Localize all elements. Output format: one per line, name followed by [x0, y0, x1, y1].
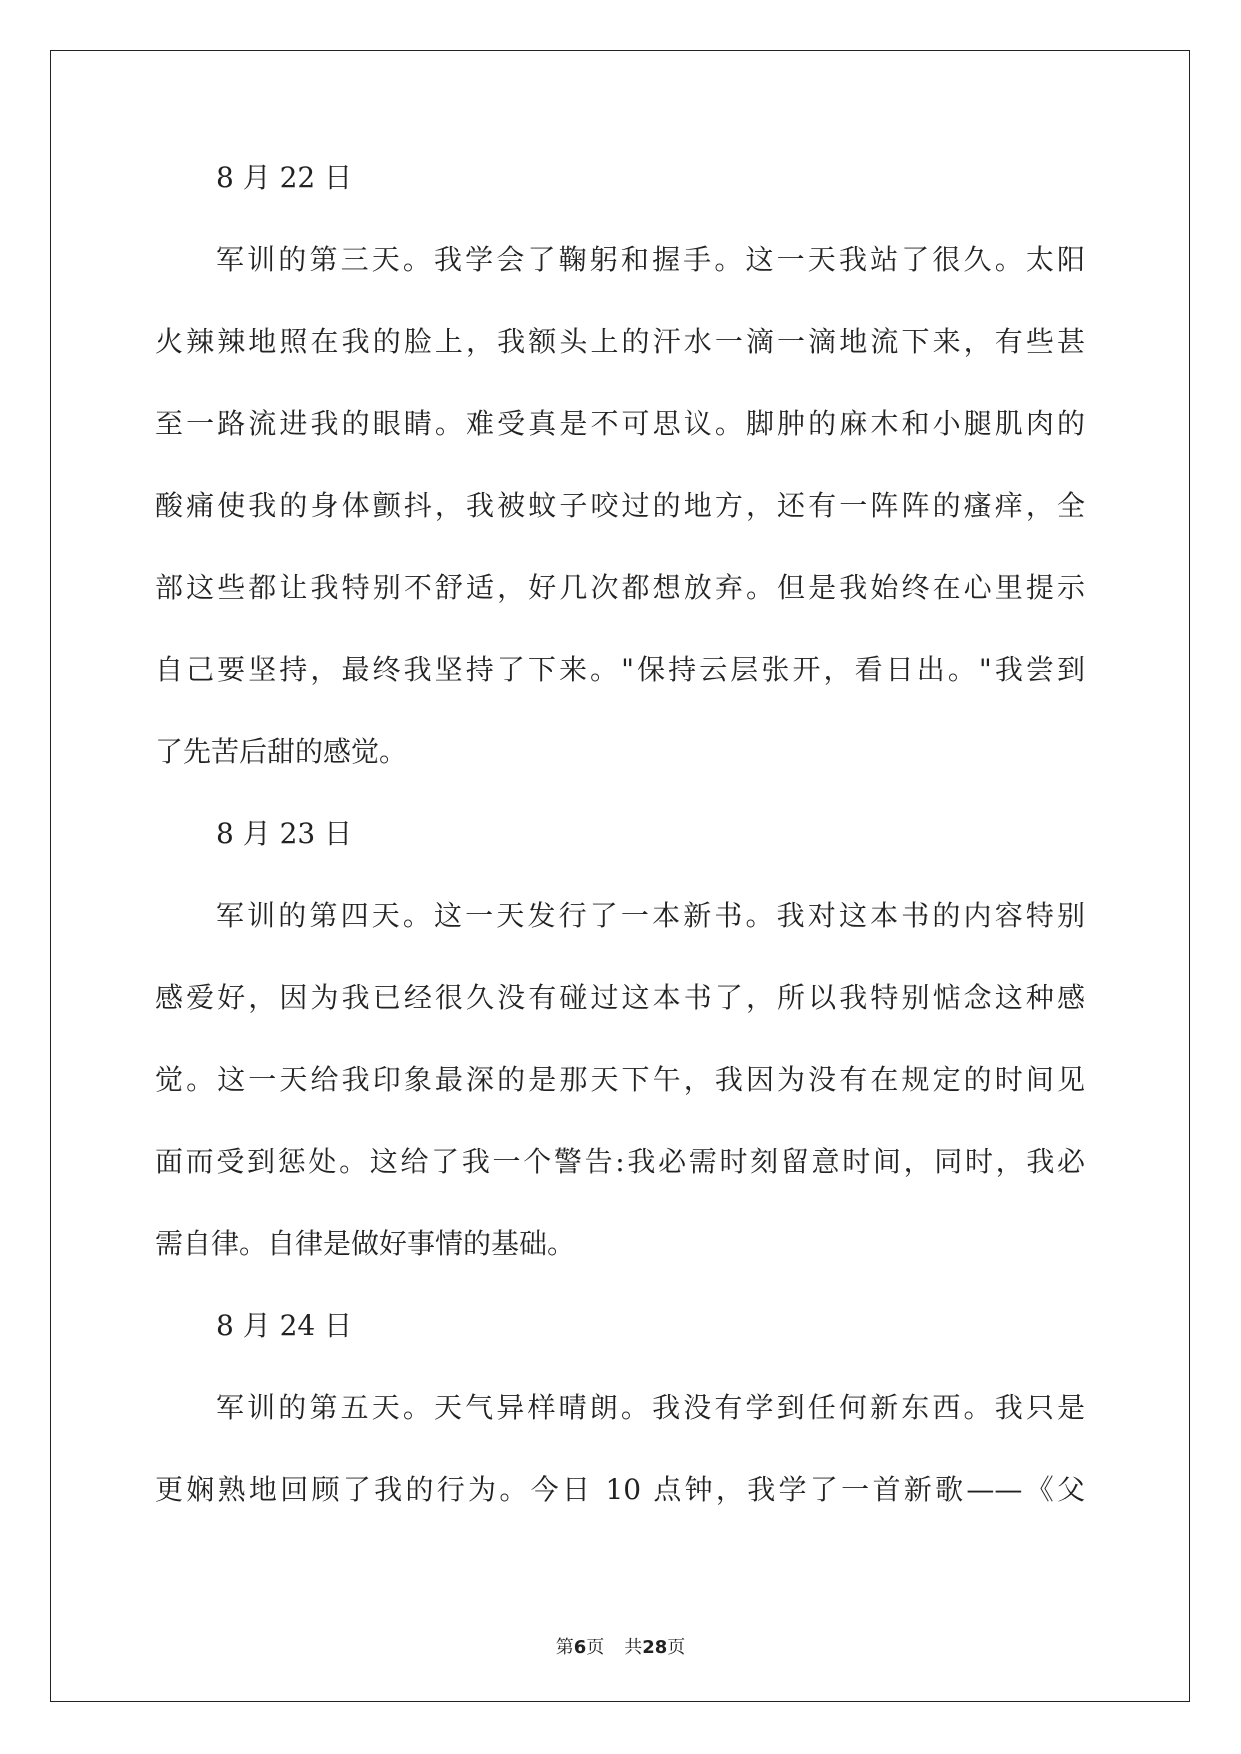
paragraph-line: 火辣辣地照在我的脸上，我额头上的汗水一滴一滴地流下来，有些甚 — [155, 325, 1085, 358]
entry-date: 8 月 23 日 — [216, 817, 353, 850]
page-number: 6 — [573, 1637, 587, 1658]
entry-date: 8 月 24 日 — [216, 1309, 353, 1342]
page-prefix: 第 — [555, 1637, 574, 1658]
total-suffix: 页 — [667, 1637, 686, 1658]
paragraph-line: 面而受到惩处。这给了我一个警告:我必需时刻留意时间，同时，我必 — [155, 1145, 1085, 1178]
page-footer — [0, 1633, 1241, 1659]
paragraph-line: 自己要坚持，最终我坚持了下来。"保持云层张开，看日出。"我尝到 — [155, 653, 1085, 686]
page-suffix: 页 — [586, 1637, 605, 1658]
entry-date: 8 月 22 日 — [216, 161, 353, 194]
paragraph-line: 需自律。自律是做好事情的基础。 — [155, 1227, 576, 1260]
total-pages: 28 — [642, 1637, 668, 1658]
paragraph-line: 感爱好，因为我已经很久没有碰过这本书了，所以我特别惦念这种感 — [155, 981, 1085, 1014]
paragraph-line: 酸痛使我的身体颤抖，我被蚊子咬过的地方，还有一阵阵的瘙痒，全 — [155, 489, 1085, 522]
paragraph-line: 军训的第三天。我学会了鞠躬和握手。这一天我站了很久。太阳 — [216, 243, 1085, 276]
total-prefix: 共 — [624, 1637, 643, 1658]
paragraph — [155, 245, 1085, 819]
paragraph-line: 至一路流进我的眼睛。难受真是不可思议。脚肿的麻木和小腿肌肉的 — [155, 407, 1085, 440]
paragraph — [155, 1393, 1085, 1557]
document-body — [155, 163, 1085, 1557]
paragraph — [155, 901, 1085, 1311]
paragraph-line: 部这些都让我特别不舒适，好几次都想放弃。但是我始终在心里提示 — [155, 571, 1085, 604]
paragraph-line: 觉。这一天给我印象最深的是那天下午，我因为没有在规定的时间见 — [155, 1063, 1085, 1096]
paragraph-line: 了先苦后甜的感觉。 — [155, 735, 408, 768]
paragraph-line: 军训的第四天。这一天发行了一本新书。我对这本书的内容特别 — [216, 899, 1085, 932]
paragraph-line: 军训的第五天。天气异样晴朗。我没有学到任何新东西。我只是 — [216, 1391, 1085, 1424]
paragraph-line: 更娴熟地回顾了我的行为。今日 10 点钟，我学了一首新歌——《父 — [155, 1473, 1085, 1506]
